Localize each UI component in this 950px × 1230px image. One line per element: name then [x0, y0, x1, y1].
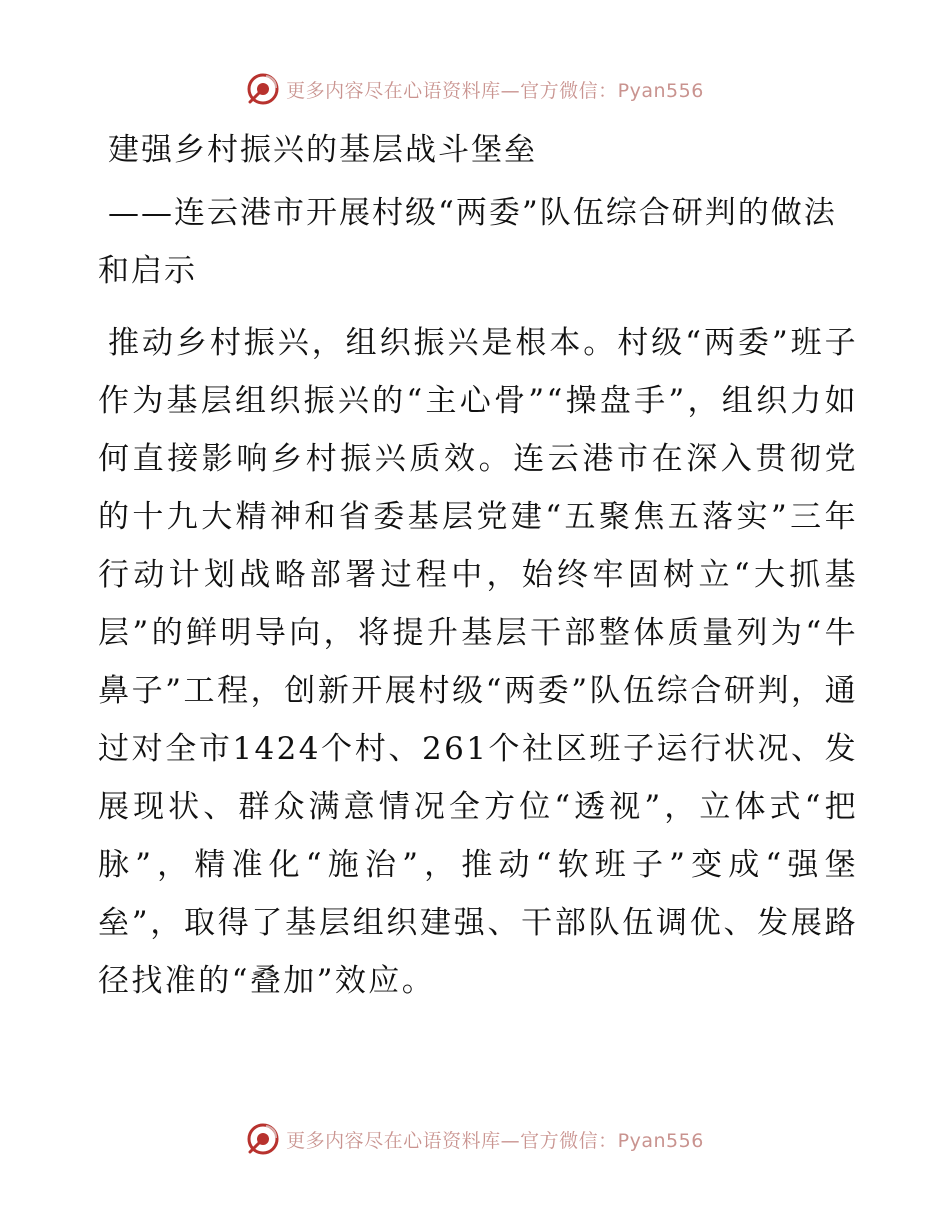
quill-logo-icon	[246, 72, 280, 106]
document-body	[98, 126, 858, 1010]
watermark-text: 更多内容尽在心语资料库—官方微信：Pyan556	[286, 79, 704, 102]
watermark-text: 更多内容尽在心语资料库—官方微信：Pyan556	[286, 1129, 704, 1152]
quill-logo-icon	[246, 1122, 280, 1156]
watermark-footer	[0, 1122, 950, 1156]
body-paragraph: 推动乡村振兴，组织振兴是根本。村级“两委”班子作为基层组织振兴的“主心骨”“操盘手”，组织力如何直接影响乡村振兴质效。连云港市在深入贯彻党的十九大精神和省委基层党建“五聚焦五落实”三年行动计划战略部署过程中，始终牢固树立“大抓基层”的鲜明导向，将提升基层干部整体质量列为“牛鼻子”工程，创新开展村级“两委”队伍综合研判，通过对全市1424个村、261个社区班子运行状况、发展现状、群众满意情况全方位“透视”，立体式“把脉”，精准化“施治”，推动“软班子”变成“强堡垒”，取得了基层组织建强、干部队伍调优、发展路径找准的“叠加”效应。	[98, 325, 858, 999]
document-title: 建强乡村振兴的基层战斗堡垒	[108, 132, 537, 168]
document-subtitle: ——连云港市开展村级“两委”队伍综合研判的做法和启示	[98, 195, 837, 289]
watermark-header	[0, 72, 950, 106]
